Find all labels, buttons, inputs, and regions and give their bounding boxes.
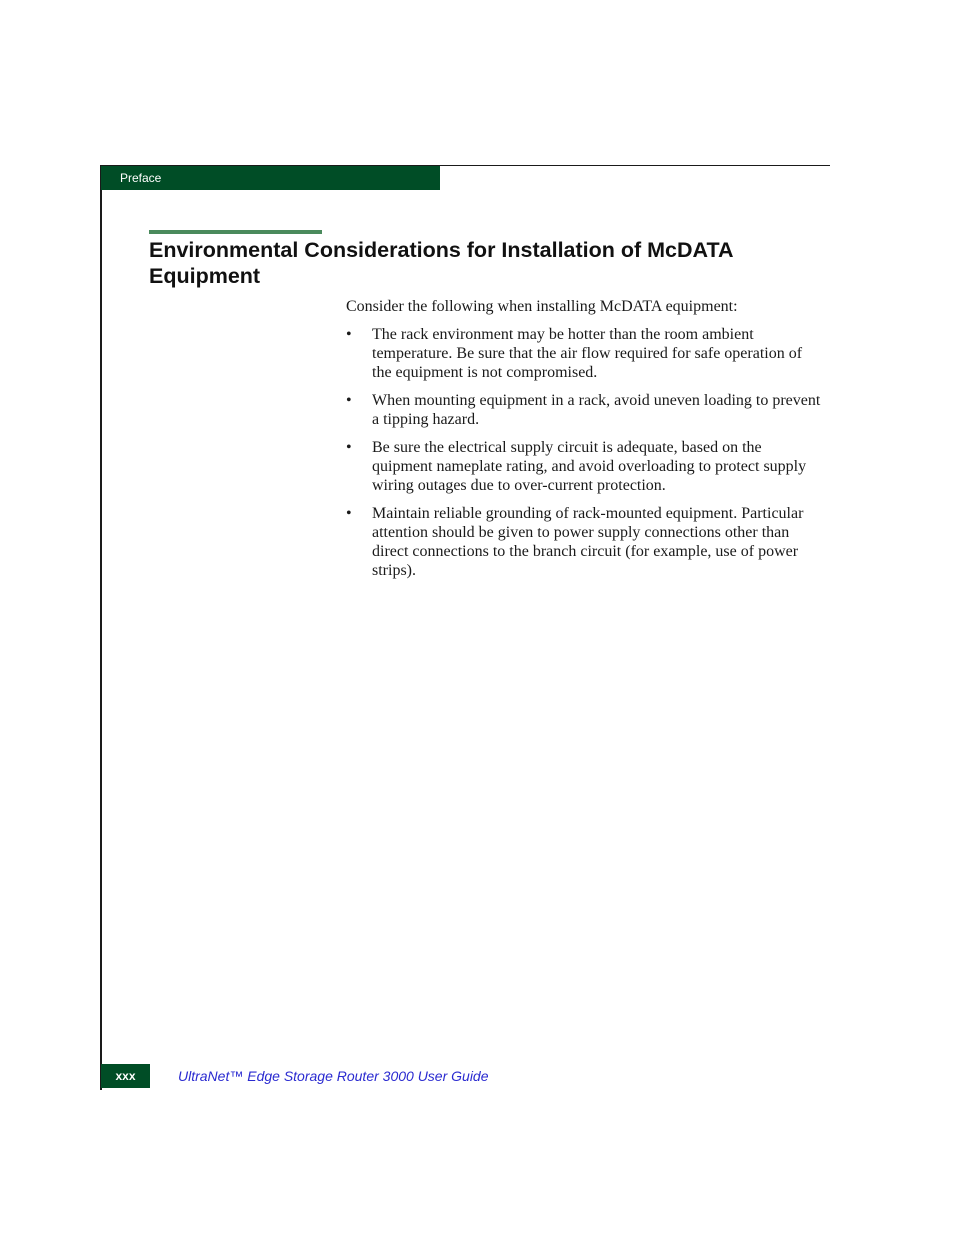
section-heading: Environmental Considerations for Installation of McDATA Equipment [149,238,733,288]
intro-paragraph: Consider the following when installing McDATA equipment: [346,298,738,315]
section-tab [101,166,440,190]
bullet-icon: • [346,326,352,343]
bullet-icon: • [346,392,352,409]
list-item-text: When mounting equipment in a rack, avoid uneven loading to prevent a tipping hazard. [372,392,821,428]
page-number: xxx [115,1069,136,1083]
section-label: Preface [120,171,162,185]
list-item-text: The rack environment may be hotter than the room ambient temperature. Be sure that the air flow required for safe operation of the equipment is not compromised. [372,326,803,381]
page-number-tab [101,1064,150,1088]
list-item-text: Be sure the electrical supply circuit is adequate, based on the quipment nameplate rating, and avoid overloading to protect supply wiring outages due to over-current protection. [372,439,807,494]
page-margin-rule [100,165,102,1090]
list-item [346,438,824,495]
list-item [346,325,824,382]
list-item [346,391,824,429]
heading-accent-rule [149,230,322,234]
list-item [346,504,824,580]
section-body [346,297,824,589]
document-title-link[interactable]: UltraNet™ Edge Storage Router 3000 User Guide [178,1068,489,1084]
list-item-text: Maintain reliable grounding of rack-mounted equipment. Particular attention should be given to power supply connections other than direct connections to the branch circuit (for example, use of power strips). [372,505,804,579]
bullet-icon: • [346,505,352,522]
bullet-list [346,325,824,580]
bullet-icon: • [346,439,352,456]
